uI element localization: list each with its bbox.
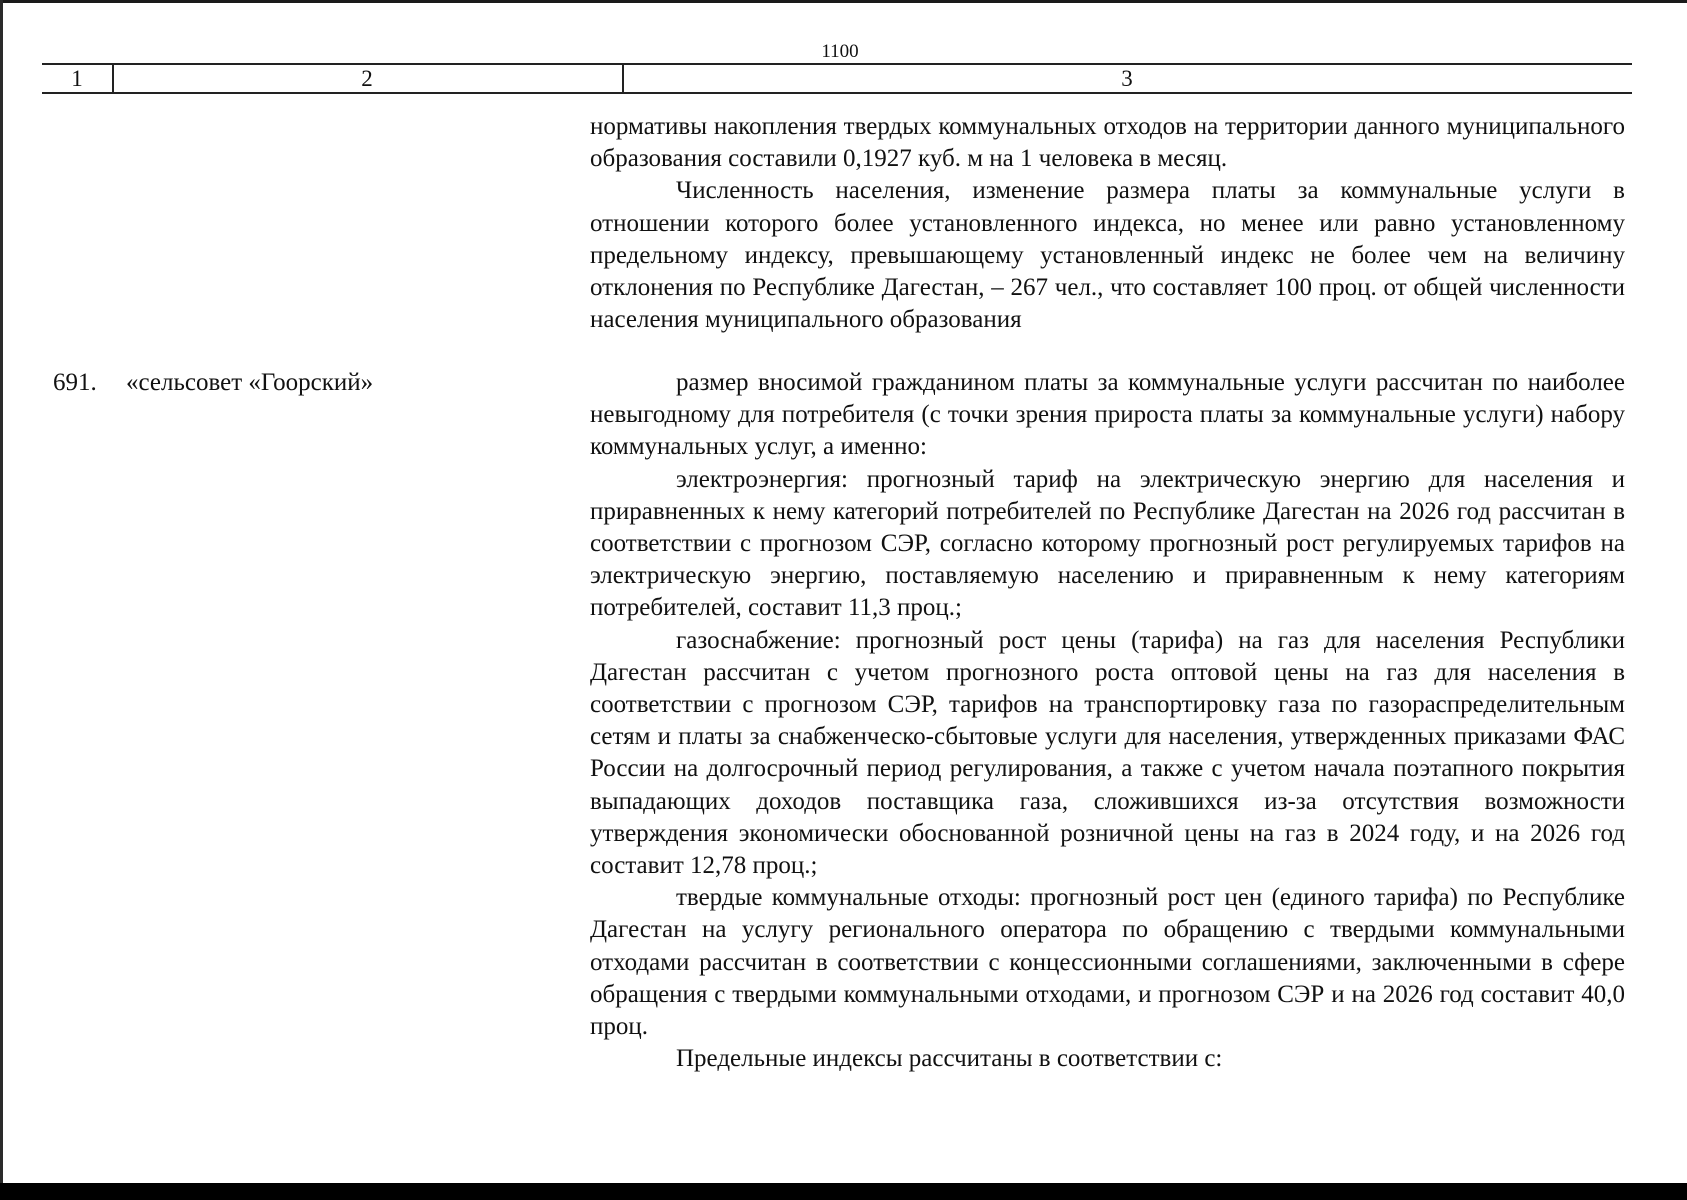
- row-description: [590, 367, 1625, 1075]
- continuation-text: [590, 111, 1625, 336]
- scan-left-border: [0, 0, 3, 1200]
- row-paragraph: Предельные индексы рассчитаны в соответствии с:: [676, 1045, 1223, 1073]
- table-header: [42, 63, 1632, 94]
- column-header-2: 2: [112, 65, 624, 92]
- municipality-name: «сельсовет «Гоорский»: [126, 369, 374, 396]
- row-number: 691.: [53, 369, 97, 396]
- continuation-paragraph: Численность населения, изменение размера платы за коммунальные услуги в отношении которого более установленного индекса, но менее или равно установленному предельному индексу, превышающему установленный индекс не более чем на величину отклонения по Республике Дагестан, – 267 чел., что составляет 100 проц. от общей численности населения муниципального образования: [590, 177, 1625, 334]
- page-number: 1100: [821, 41, 859, 62]
- scan-bottom-band: [0, 1183, 1687, 1200]
- column-header-1: 1: [42, 65, 114, 92]
- row-paragraph: размер вносимой гражданином платы за коммунальные услуги рассчитан по наиболее невыгодному для потребителя (с точки зрения прироста платы за коммунальные услуги) набору коммунальных услуг, а именно:: [590, 369, 1625, 461]
- column-header-3: 3: [1121, 66, 1133, 91]
- row-paragraph: электроэнергия: прогнозный тариф на электрическую энергию для населения и приравненных к нему категорий потребителей по Республике Дагестан на 2026 год рассчитан в соответствии с прогнозом СЭР, согласно которому прогнозный рост регулируемых тарифов на электрическую энергию, поставляемую населению и приравненным к нему категориям потребителей, составит 11,3 проц.;: [590, 465, 1625, 622]
- scan-top-border: [0, 0, 1687, 3]
- row-paragraph: твердые коммунальные отходы: прогнозный рост цен (единого тарифа) по Республике Дагестан на услугу регионального оператора по обращению с твердыми коммунальными отходами рассчитан в соответствии с концессионными соглашениями, заключенными в сфере обращения с твердыми коммунальными отходами, и прогнозом СЭР и на 2026 год составит 40,0 проц.: [590, 884, 1625, 1041]
- continuation-paragraph: нормативы накопления твердых коммунальных отходов на территории данного муниципального образования составили 0,1927 куб. м на 1 человека в месяц.: [590, 113, 1625, 173]
- row-paragraph: газоснабжение: прогнозный рост цены (тарифа) на газ для населения Республики Дагестан рассчитан с учетом прогнозного роста оптовой цены на газ для населения в соответствии с прогнозом СЭР, тарифов на транспортировку газа по газораспределительным сетям и платы за снабженческо-сбытовые услуги для населения, утвержденных приказами ФАС России на долгосрочный период регулирования, а также с учетом начала поэтапного покрытия выпадающих доходов поставщика газа, сложившихся из-за отсутствия возможности утверждения экономически обоснованной розничной цены на газ в 2024 году, и на 2026 год составит 12,78 проц.;: [590, 626, 1625, 880]
